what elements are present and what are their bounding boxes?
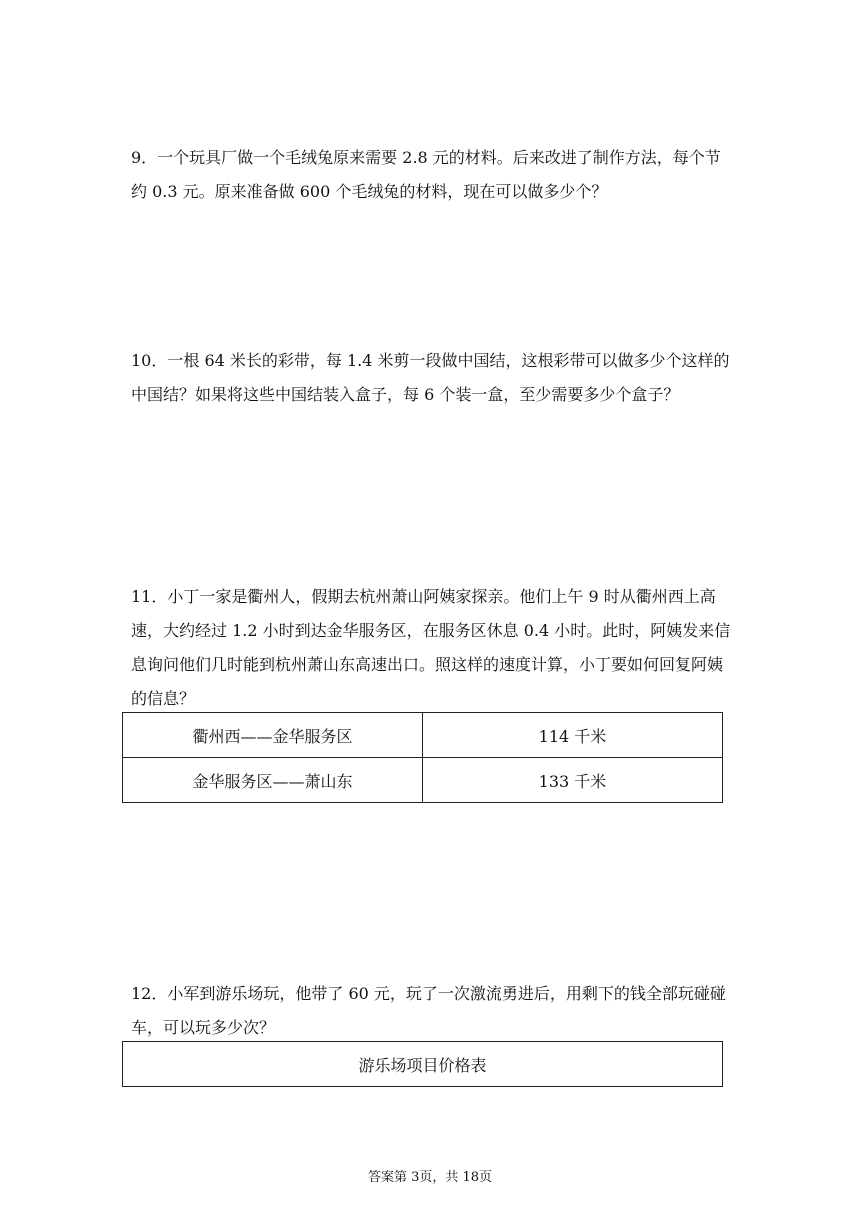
price-table-title: 游乐场项目价格表: [123, 1042, 723, 1087]
distance-cell: 114 千米: [423, 713, 723, 758]
question-9: 9．一个玩具厂做一个毛绒兔原来需要 2.8 元的材料。后来改进了制作方法，每个节约 0.3 元。原来准备做 600 个毛绒兔的材料，现在可以做多少个？: [131, 148, 721, 201]
table-row: [123, 758, 723, 803]
route-cell: 金华服务区——萧山东: [123, 758, 423, 803]
route-cell: 衢州西——金华服务区: [123, 713, 423, 758]
distance-table: [122, 712, 723, 803]
question-10: 10．一根 64 米长的彩带，每 1.4 米剪一段做中国结，这根彩带可以做多少个这样的中国结？如果将这些中国结装入盒子，每 6 个装一盒，至少需要多少个盒子？: [131, 351, 730, 404]
page-footer: 答案第 3页，共 18页: [367, 1170, 493, 1185]
table-row: [123, 1042, 723, 1087]
price-table: [122, 1041, 723, 1087]
question-11: 11．小丁一家是衢州人，假期去杭州萧山阿姨家探亲。他们上午 9 时从衢州西上高速，大约经过 1.2 小时到达金华服务区，在服务区休息 0.4 小时。此时，阿姨发来信息询问他们几时能到杭州萧山东高速出口。照这样的速度计算，小丁要如何回复阿姨的信息？: [131, 587, 731, 708]
question-12: 12．小军到游乐场玩，他带了 60 元，玩了一次激流勇进后，用剩下的钱全部玩碰碰车，可以玩多少次？: [131, 984, 726, 1037]
distance-cell: 133 千米: [423, 758, 723, 803]
table-row: [123, 713, 723, 758]
